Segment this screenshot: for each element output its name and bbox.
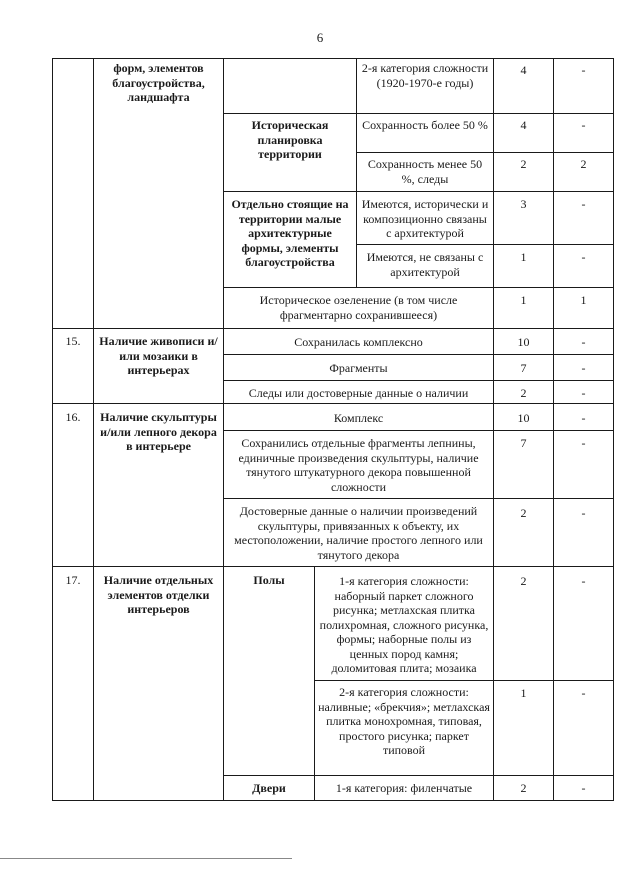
- score-cell: 7: [520, 436, 527, 450]
- category-cell: Достоверные данные о наличии произведений скульптуры, привязанных к объекту, их местоположении, наличие простого лепного или тянутого декора: [234, 504, 483, 562]
- subcriterion-title: Историческая планировка территории: [251, 118, 329, 161]
- scan-edge-line: [0, 858, 292, 859]
- row-divider: [356, 244, 614, 245]
- row-divider: [223, 287, 614, 288]
- restore-cell: -: [581, 118, 586, 132]
- restore-cell: -: [581, 386, 586, 400]
- category-cell: 2-я категория сложности: наливные; «брекчия»; метлахская плитка монохромная, типовая, простого рисунка; паркет типовой: [318, 685, 490, 757]
- row-number: 17.: [65, 573, 81, 587]
- restore-cell: -: [581, 686, 586, 700]
- row-divider: [223, 113, 614, 114]
- score-cell: 10: [517, 335, 530, 349]
- category-cell: 1-я категория сложности: наборный паркет сложного рисунка; метлахская плитка полихромная, сложного рисунка, формы; наборные полы из ценных пород камня; доломитовая плита; мозаика: [319, 574, 489, 675]
- table-bottom-border: [52, 800, 614, 801]
- category-cell: Фрагменты: [329, 361, 388, 375]
- restore-cell: -: [581, 63, 586, 77]
- restore-cell: 2: [580, 157, 587, 171]
- score-cell: 4: [520, 63, 527, 77]
- score-cell: 7: [520, 361, 527, 375]
- restore-cell: -: [581, 335, 586, 349]
- row-divider: [52, 403, 614, 404]
- score-cell: 1: [520, 293, 527, 307]
- row-divider: [356, 152, 614, 153]
- row-divider: [223, 775, 614, 776]
- table-top-border: [52, 58, 614, 59]
- table-right-border: [613, 58, 614, 800]
- subcriterion-title: Отдельно стоящие на территории малые архитектурные формы, элементы благоустройства: [231, 197, 349, 269]
- criterion-title: Наличие живописи и/или мозаики в интерьерах: [99, 334, 218, 377]
- category-cell: Сохранилась комплексно: [294, 335, 423, 349]
- subcriterion-title: Двери: [252, 781, 286, 795]
- score-cell: 3: [520, 197, 527, 211]
- restore-cell: -: [581, 250, 586, 264]
- criterion-title: форм, элементов благоустройства, ландшафта: [112, 61, 205, 104]
- page-number: 6: [316, 30, 324, 45]
- restore-cell: 1: [580, 293, 587, 307]
- score-cell: 2: [520, 506, 527, 520]
- category-cell: Имеются, не связаны с архитектурой: [366, 250, 484, 279]
- table-left-border: [52, 58, 53, 800]
- row-divider: [52, 566, 614, 567]
- restore-cell: -: [581, 574, 586, 588]
- criterion-title: Наличие скульптуры и/или лепного декора в интерьере: [100, 410, 217, 453]
- category-cell: Комплекс: [333, 411, 384, 425]
- restore-cell: -: [581, 361, 586, 375]
- row-divider: [223, 498, 614, 499]
- score-cell: 1: [520, 686, 527, 700]
- category-cell: Сохранились отдельные фрагменты лепнины, единичные произведения скульптуры, наличие тянутого штукатурного декора повышенной сложности: [238, 436, 479, 494]
- category-cell: 1-я категория: филенчатые: [335, 781, 473, 795]
- score-cell: 10: [517, 411, 530, 425]
- category-cell: Историческое озеленение (в том числе фрагментарно сохранившееся): [259, 293, 458, 322]
- criterion-title: Наличие отдельных элементов отделки интерьеров: [103, 573, 214, 616]
- score-cell: 4: [520, 118, 527, 132]
- row-divider: [314, 680, 614, 681]
- score-cell: 2: [520, 386, 527, 400]
- score-cell: 2: [520, 574, 527, 588]
- subcriterion-title: Полы: [253, 573, 285, 587]
- row-number: 15.: [65, 334, 81, 348]
- score-cell: 2: [520, 781, 527, 795]
- restore-cell: -: [581, 197, 586, 211]
- row-divider: [223, 380, 614, 381]
- category-cell: Сохранность более 50 %: [362, 118, 488, 132]
- row-divider: [223, 191, 614, 192]
- score-cell: 2: [520, 157, 527, 171]
- row-divider: [52, 328, 614, 329]
- row-divider: [223, 430, 614, 431]
- row-number: 16.: [65, 410, 81, 424]
- category-cell: Сохранность менее 50 %, следы: [367, 157, 483, 186]
- restore-cell: -: [581, 506, 586, 520]
- category-cell: Следы или достоверные данные о наличии: [248, 386, 469, 400]
- restore-cell: -: [581, 411, 586, 425]
- row-divider: [223, 354, 614, 355]
- restore-cell: -: [581, 781, 586, 795]
- category-cell: Имеются, исторически и композиционно связаны с архитектурой: [361, 197, 489, 240]
- score-cell: 1: [520, 250, 527, 264]
- category-cell: 2-я категория сложности (1920-1970-е годы): [361, 61, 489, 90]
- restore-cell: -: [581, 436, 586, 450]
